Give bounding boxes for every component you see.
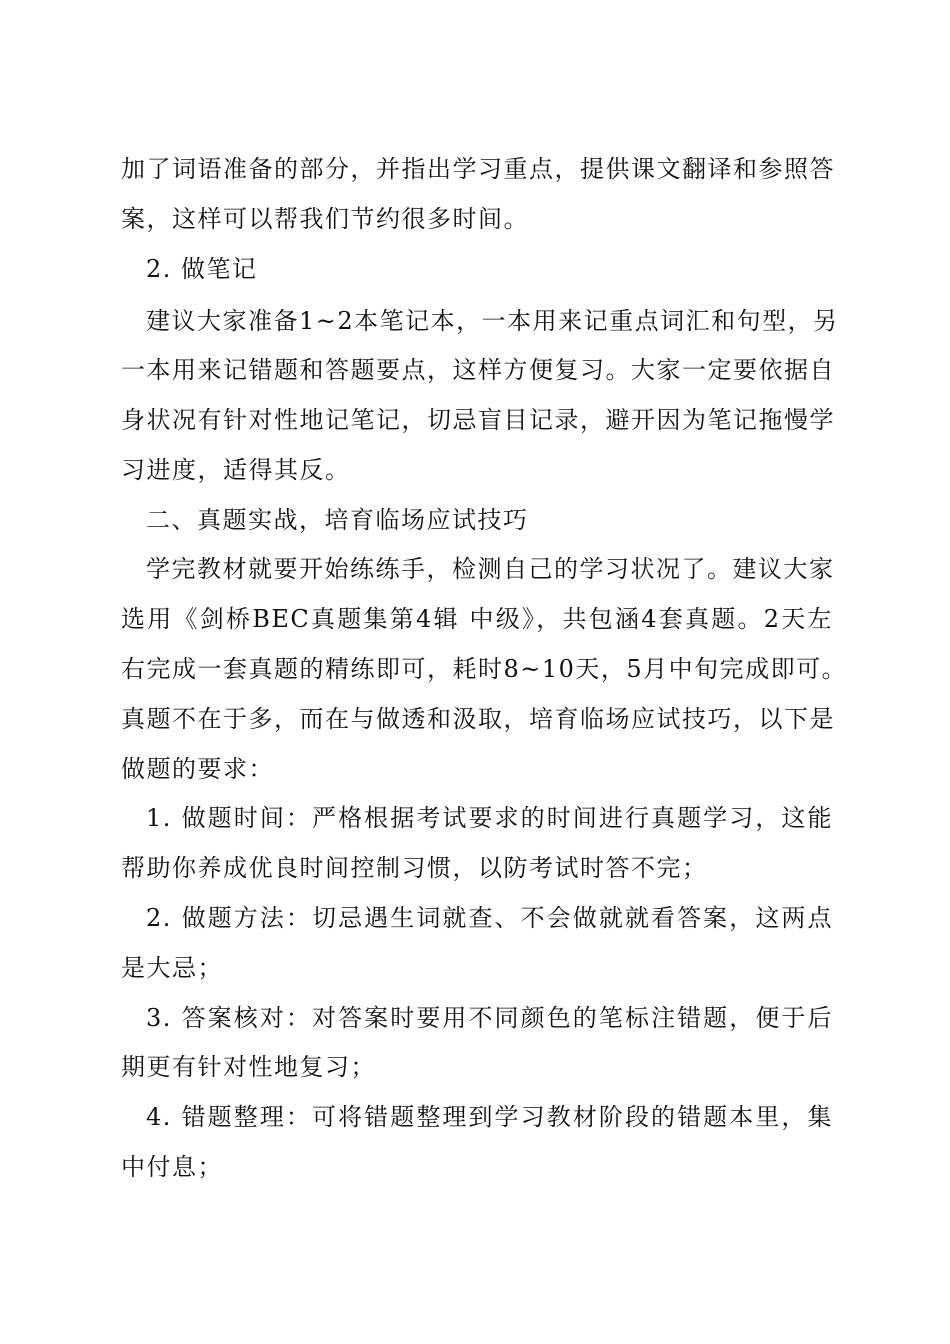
section-heading: 2. 做笔记 (146, 255, 258, 283)
list-item-line: 中付息； (121, 1153, 223, 1181)
paragraph-line: 学完教材就要开始练练手，检测自己的学习状况了。建议大家 (146, 555, 835, 583)
paragraph-line: 真题不在于多，而在与做透和汲取，培育临场应试技巧，以下是 (121, 705, 835, 733)
paragraph-line: 一本用来记错题和答题要点，这样方便复习。大家一定要依据自 (121, 356, 835, 384)
paragraph-line: 加了词语准备的部分，并指出学习重点，提供课文翻译和参照答 (121, 155, 835, 183)
list-item-line: 4. 错题整理：可将错题整理到学习教材阶段的错题本里，集 (146, 1103, 833, 1131)
list-item-line: 是大忌； (121, 954, 223, 982)
paragraph-line: 建议大家准备1~2本笔记本，一本用来记重点词汇和句型，另 (146, 307, 839, 335)
paragraph-line: 右完成一套真题的精练即可，耗时8~10天，5月中旬完成即可。 (121, 655, 848, 683)
section-heading: 二、真题实战，培育临场应试技巧 (146, 506, 529, 534)
list-item-line: 帮助你养成优良时间控制习惯，以防考试时答不完； (121, 854, 708, 882)
list-item-line: 1. 做题时间：严格根据考试要求的时间进行真题学习，这能 (146, 804, 833, 832)
list-item-line: 期更有针对性地复习； (121, 1053, 376, 1081)
paragraph-line: 做题的要求： (121, 755, 274, 783)
paragraph-line: 习进度，适得其反。 (121, 456, 351, 484)
paragraph-line: 案，这样可以帮我们节约很多时间。 (121, 205, 529, 233)
list-item-line: 2. 做题方法：切忌遇生词就查、不会做就就看答案，这两点 (146, 904, 833, 932)
paragraph-line: 选用《剑桥BEC真题集第4辑 中级》，共包涵4套真题。2天左 (121, 605, 833, 633)
paragraph-line: 身状况有针对性地记笔记，切忌盲目记录，避开因为笔记拖慢学 (121, 406, 835, 434)
list-item-line: 3. 答案核对：对答案时要用不同颜色的笔标注错题，便于后 (146, 1004, 833, 1032)
